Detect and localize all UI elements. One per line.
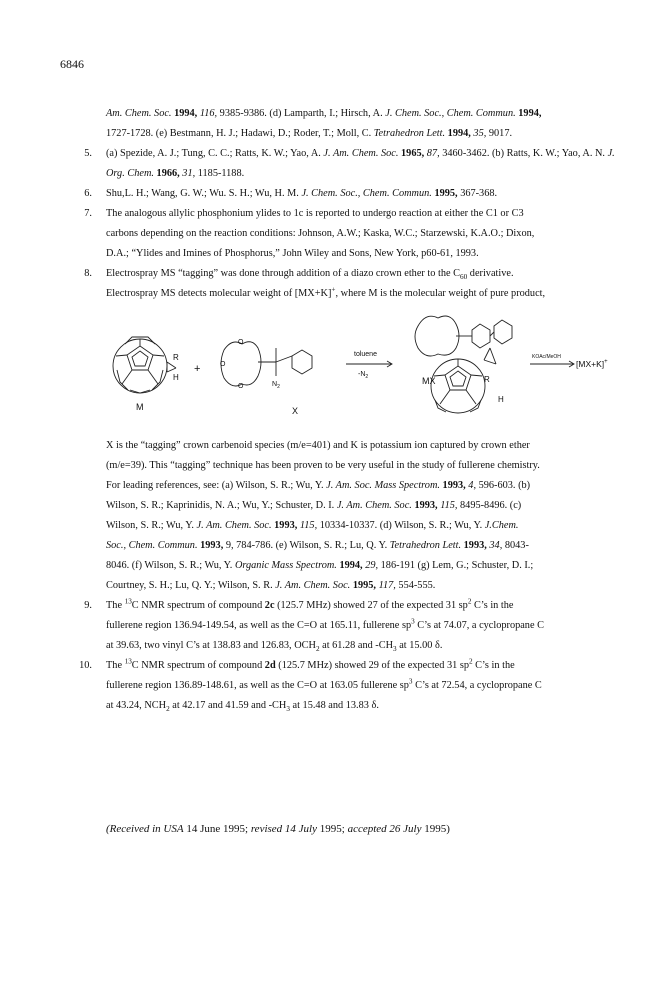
reference-8 — [62, 264, 622, 304]
reaction-scheme-drawing — [106, 304, 622, 436]
year: 1993, — [414, 500, 438, 511]
year: 1965, — [401, 148, 425, 159]
citation-text: 10334-10337. (d) Wilson, S. R.; Wu, Y. — [319, 520, 483, 531]
reagent-koac-meoh: KOAc/MeOH — [532, 354, 561, 360]
volume: 29, — [365, 560, 379, 571]
year: 1994, — [518, 108, 542, 119]
label-x: X — [292, 406, 299, 416]
journal-name: J. Am. Soc. Mass Spectrom. — [326, 480, 440, 491]
reagent-minus-n2: $-N_2$ — [358, 371, 369, 380]
pages: 1185-1188. — [197, 168, 245, 179]
journal-name: J. Am. Chem. Soc. — [196, 520, 272, 531]
reaction-arrow-2 — [530, 361, 574, 367]
journal-name: J. Am. Chem. Soc. — [275, 580, 351, 591]
reference-7 — [62, 204, 622, 264]
reference-10: 10. The $^{13}$C NMR spectrum of compound 2d (125.7 MHz) showed 29 of the expected 31 $sp^2$ C’s in the fullerene region 136.89-148.61, as well as the C=O at 163.05 fullerene $sp^3$ C’s at 72.54, a cyclopropane C at 43.24, $NCH_2$ at 42.17 and 41.59 and $-CH_3$ at 15.48 and 13.83 δ. — [62, 656, 622, 716]
citation-text: (a) Spezide, A. J.; Tung, C. C.; Ratts, K. W.; Yao, A. — [106, 148, 321, 159]
volume: 4, — [468, 480, 477, 491]
compound-number: 2c — [264, 600, 275, 611]
citation-text: D.A.; “Ylides and Imines of Phosphorus,” John Wiley and Sons, New York, p60-61, 1993. — [106, 248, 479, 259]
year: 1993, — [442, 480, 466, 491]
journal-name: Soc., Chem. Commun. — [106, 540, 198, 551]
citation-text: 1727-1728. (e) Bestmann, H. J.; Hadawi, D.; Roder, T.; Moll, C. — [106, 128, 372, 139]
year: 1995, — [352, 580, 376, 591]
oxygen-label: O — [238, 383, 244, 390]
oxygen-label: O — [220, 361, 226, 368]
year: 1995, — [434, 188, 458, 199]
journal-name: Tetrahedron Lett. — [373, 128, 446, 139]
compound-number: 2d — [264, 660, 276, 671]
reference-5 — [62, 144, 622, 184]
reagent-toluene: toluene — [354, 351, 377, 358]
citation-text: Shu,L. H.; Wang, G. W.; Wu. S. H.; Wu, H. M. — [106, 188, 299, 199]
volume: 116, — [199, 108, 218, 119]
journal-name: Tetrahedron Lett. — [389, 540, 462, 551]
citation-text: carbons depending on the reaction conditions: Johnson, A.W.; Kaska, W.C.; Starzewski, K.A.O.; Dixon, — [106, 228, 535, 239]
volume: 115, — [440, 500, 458, 511]
citation-text: 9385-9386. (d) Lamparth, I.; Hirsch, A. — [219, 108, 383, 119]
citation-text: Wilson, S. R.; Wu, Y. — [106, 520, 194, 531]
citation-text: derivative. — [467, 268, 514, 279]
citation-text: X is the “tagging” crown carbenoid species (m/e=401) and K is potassium ion captured by crown ether — [106, 440, 530, 451]
reference-6 — [62, 184, 622, 204]
received-dates: (Received in USA 14 June 1995; revised 14 July 1995; accepted 26 July 1995) — [106, 823, 450, 835]
citation-text: 8495-8496. (c) — [460, 500, 522, 511]
reaction-scheme — [106, 304, 622, 436]
oxygen-label: O — [238, 339, 244, 346]
reference-number: 7. — [84, 208, 92, 219]
journal-name: J. Chem. Soc., Chem. Commun. — [385, 108, 516, 119]
volume: 34, — [489, 540, 503, 551]
journal-name: J. Org. Chem. — [106, 148, 615, 179]
reaction-arrow-1 — [346, 361, 392, 367]
year: 1994, — [339, 560, 363, 571]
citation-text: The analogous allylic phosphonium ylides to 1c is reported to undergo reaction at either the C1 or C3 — [106, 208, 524, 219]
plus-sign: + — [194, 363, 201, 375]
citation-text: Electrospray MS “tagging” was done through addition of a diazo crown ether to the C — [106, 268, 461, 279]
citation-text: Electrospray MS detects molecular weight of [MX+K] — [106, 288, 332, 299]
substituent-h: H — [173, 373, 179, 382]
year: 1993, — [274, 520, 298, 531]
year: 1993, — [200, 540, 224, 551]
citation-text: (m/e=39). This “tagging” technique has been proven to be very useful in the study of fullerene chemistry. — [106, 460, 540, 471]
pages: 9017. — [488, 128, 513, 139]
volume: 117, — [378, 580, 396, 591]
citation-text: For leading references, see: (a) Wilson, S. R.; Wu, Y. — [106, 480, 324, 491]
label-mx: MX — [422, 376, 436, 386]
reference-number: 6. — [84, 188, 92, 199]
year: 1994, — [447, 128, 471, 139]
superscript: + — [331, 285, 336, 294]
references-list — [62, 104, 622, 716]
journal-name: Organic Mass Spectrom. — [234, 560, 337, 571]
year: 1966, — [156, 168, 180, 179]
citation-text: Wilson, S. R.; Kaprinidis, N. A.; Wu, Y.; Schuster, D. I. — [106, 500, 335, 511]
reference-number: 5. — [84, 148, 92, 159]
journal-name: J. Am. Chem. Soc. — [323, 148, 399, 159]
reference-number: 10. — [79, 660, 92, 671]
volume: 115, — [299, 520, 318, 531]
citation-text: , where M is the molecular weight of pure product, — [335, 288, 546, 299]
journal-name: J. Am. Chem. Soc. — [336, 500, 412, 511]
substituent-h: H — [498, 395, 504, 404]
reference-number: 8. — [84, 268, 92, 279]
fullerene-m-structure — [113, 337, 176, 393]
citation-text: 186-191 (g) Lem, G.; Schuster, D. I.; — [380, 560, 534, 571]
year: 1994, — [174, 108, 198, 119]
volume: 35, — [473, 128, 487, 139]
citation-text: 554-555. — [398, 580, 436, 591]
year: 1993, — [463, 540, 487, 551]
reference-number: 9. — [84, 600, 92, 611]
volume: 31, — [182, 168, 196, 179]
citation-text: 9, 784-786. (e) Wilson, S. R.; Lu, Q. Y. — [225, 540, 388, 551]
volume: 87, — [426, 148, 440, 159]
label-m: M — [136, 402, 144, 412]
citation-text: Courtney, S. H.; Lu, Q. Y.; Wilson, S. R. — [106, 580, 273, 591]
substituent-r: R — [484, 375, 490, 384]
citation-text: 8046. (f) Wilson, S. R.; Wu, Y. — [106, 560, 233, 571]
journal-name: J. Chem. Soc., Chem. Commun. — [301, 188, 432, 199]
crown-ether-x-structure — [221, 342, 312, 386]
subscript: 60 — [460, 273, 468, 282]
pages: 367-368. — [460, 188, 498, 199]
reference-8-continued — [62, 436, 622, 596]
reference-4-continued — [62, 104, 622, 144]
citation-text: 8043- — [504, 540, 529, 551]
citation-text: 596-603. (b) — [478, 480, 531, 491]
journal-name: Am. Chem. Soc. — [106, 108, 172, 119]
reference-9: 9. The $^{13}$C NMR spectrum of compound 2c (125.7 MHz) showed 27 of the expected 31 $sp^2$ C’s in the fullerene region 136.94-149.54, as well as the C=O at 165.11, fullerene $sp^3$ C’s at 74.07, a cyclopropane C at 39.63, two vinyl C’s at 138.83 and 126.83, $OCH_2$ at 61.28 and $-CH_3$ at 15.00 δ. — [62, 596, 622, 656]
n2-label: $N_2$ — [272, 381, 280, 390]
substituent-r: R — [173, 353, 179, 362]
citation-text: 3460-3462. (b) Ratts, K. W.; Yao, A. N. — [442, 148, 605, 159]
journal-name: J.Chem. — [484, 520, 519, 531]
product-label: [MX+K]+ — [576, 359, 608, 369]
page-number: 6846 — [60, 57, 84, 71]
